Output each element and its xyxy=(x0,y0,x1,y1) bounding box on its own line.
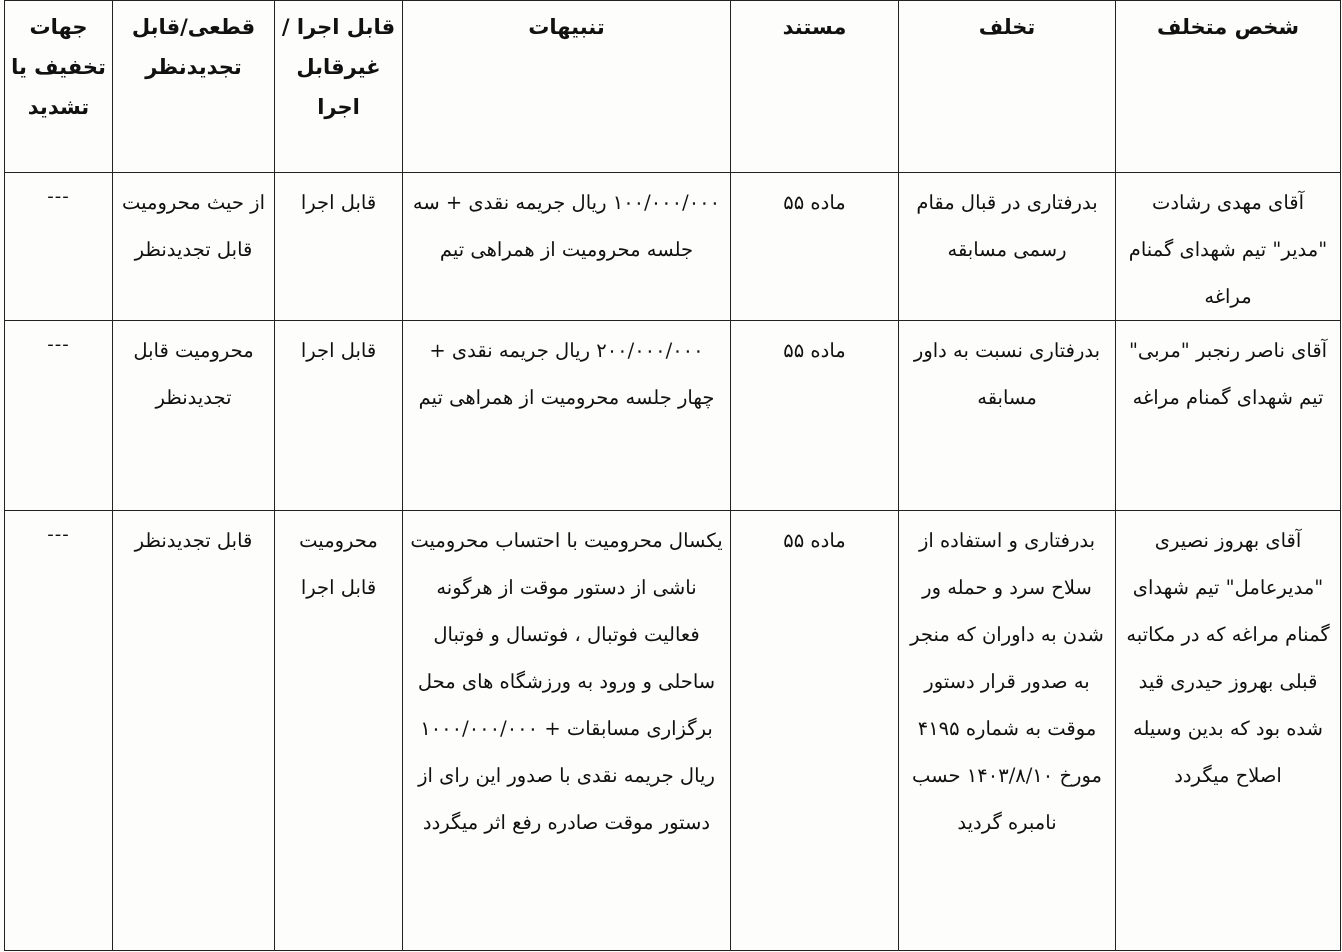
cell-violation: بدرفتاری در قبال مقام رسمی مسابقه xyxy=(899,173,1116,321)
cell-offender: آقای مهدی رشادت "مدیر" تیم شهدای گمنام مراغه xyxy=(1116,173,1341,321)
header-offender: شخص متخلف xyxy=(1116,1,1341,173)
table-row xyxy=(5,321,1341,511)
cell-enforceability: قابل اجرا xyxy=(275,173,403,321)
cell-finality: از حیث محرومیت قابل تجدیدنظر xyxy=(113,173,275,321)
header-penalties: تنبیهات xyxy=(403,1,731,173)
table-row xyxy=(5,173,1341,321)
header-finality: قطعی/قابل تجدیدنظر xyxy=(113,1,275,173)
cell-basis: ماده ۵۵ xyxy=(731,173,899,321)
cell-finality: محرومیت قابل تجدیدنظر xyxy=(113,321,275,511)
cell-enforceability: محرومیت قابل اجرا xyxy=(275,511,403,951)
cell-mitigation: --- xyxy=(5,321,113,511)
cell-basis: ماده ۵۵ xyxy=(731,321,899,511)
cell-offender: آقای بهروز نصیری "مدیرعامل" تیم شهدای گمنام مراغه که در مکاتبه قبلی بهروز حیدری قید شده بود که بدین وسیله اصلاح میگردد xyxy=(1116,511,1341,951)
cell-finality: قابل تجدیدنظر xyxy=(113,511,275,951)
header-basis: مستند xyxy=(731,1,899,173)
cell-penalties: یکسال محرومیت با احتساب محرومیت ناشی از دستور موقت از هرگونه فعالیت فوتبال ، فوتسال و فوتبال ساحلی و ورود به ورزشگاه های محل برگزاری مسابقات + ۱۰۰۰/۰۰۰/۰۰۰ ریال جریمه نقدی با صدور این رای از دستور موقت صادره رفع اثر میگردد xyxy=(403,511,731,951)
cell-penalties: ۱۰۰/۰۰۰/۰۰۰ ریال جریمه نقدی + سه جلسه محرومیت از همراهی تیم xyxy=(403,173,731,321)
cell-violation: بدرفتاری نسبت به داور مسابقه xyxy=(899,321,1116,511)
cell-violation: بدرفتاری و استفاده از سلاح سرد و حمله ور شدن به داوران که منجر به صدور قرار دستور موقت به شماره ۴۱۹۵ مورخ ۱۴۰۳/۸/۱۰ حسب نامبره گردید xyxy=(899,511,1116,951)
header-enforceability: قابل اجرا /غیرقابل اجرا xyxy=(275,1,403,173)
header-mitigation: جهات تخفیف یا تشدید xyxy=(5,1,113,173)
cell-enforceability: قابل اجرا xyxy=(275,321,403,511)
cell-offender: آقای ناصر رنجبر "مربی" تیم شهدای گمنام مراغه xyxy=(1116,321,1341,511)
cell-mitigation: --- xyxy=(5,173,113,321)
cell-penalties: ۲۰۰/۰۰۰/۰۰۰ ریال جریمه نقدی + چهار جلسه محرومیت از همراهی تیم xyxy=(403,321,731,511)
cell-basis: ماده ۵۵ xyxy=(731,511,899,951)
disciplinary-verdicts-table xyxy=(4,0,1341,951)
table-header-row xyxy=(5,1,1341,173)
table-row xyxy=(5,511,1341,951)
header-violation: تخلف xyxy=(899,1,1116,173)
cell-mitigation: --- xyxy=(5,511,113,951)
